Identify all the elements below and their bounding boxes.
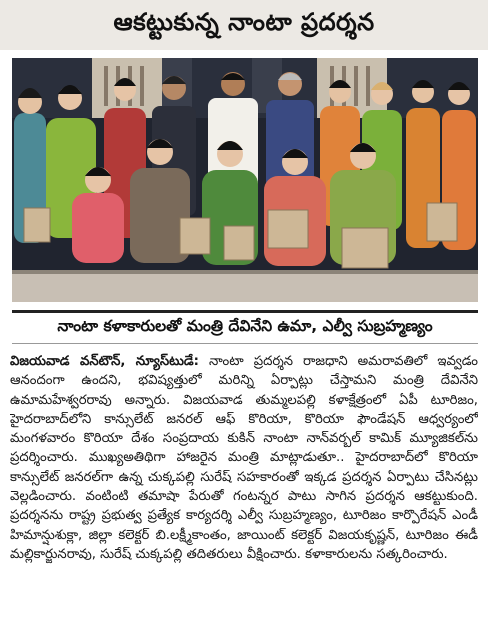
article-body xyxy=(10,352,478,624)
headline-banner xyxy=(0,0,488,50)
headline: ఆకట్టుకున్న నాంటా ప్రదర్శన xyxy=(113,8,375,36)
news-photo xyxy=(12,58,478,302)
photo-caption-bar xyxy=(12,310,478,344)
photo-caption: నాంటా కళాకారులతో మంత్రి దేవినేని ఉమా, ఎల్వీ సుబ్రహ్మణ్యం xyxy=(57,317,433,335)
article-text: నాంటా ప్రదర్శన రాజధాని అమరావతిలో ఇవ్వడం ఆనందంగా ఉందని, భవిష్యత్తులో మరిన్ని ఏర్పాట్లు చేస్తామని మంత్రి దేవినేని ఉమామహేశ్వరరావు అన్నారు. విజయవాడ తుమ్మలపల్లి కళాక్షేత్రంలో ఏపీ టూరిజం, హైదరాబాద్‌లోని కాన్సులేట్ జనరల్ ఆఫ్ కొరియా, కొరియా ఫౌండేషన్ ఆధ్వర్యంలో మంగళవారం కొరియా దేశం సంప్రదాయ కుకిన్ నాంటా నాన్‌వర్బల్ కామిక్ మ్యూజికల్‌ను ప్రదర్శించారు. ముఖ్యఅతిథిగా హాజరైన మంత్రి మాట్లాడుతూ.. హైదరాబాద్‌లో కొరియా కాన్సులేట్ జనరల్‌గా ఉన్న చుక్కపల్లి సురేష్ సహకారంతో ఇక్కడ ప్రదర్శన ఏర్పాటు చేసినట్లు వెల్లడించారు. వంటింటి తమాషా పేరుతో గంటన్నర పాటు సాగిన ప్రదర్శన ఆకట్టుకుంది. ప్రదర్శనను రాష్ట్ర ప్రభుత్వ ప్రత్యేక కార్యదర్శి ఎల్వీ సుబ్రహ్మణ్యం, టూరిజం కార్పొరేషన్ ఎండీ హిమాన్షుశుక్లా, జిల్లా కలెక్టర్ బి.లక్ష్మీకాంతం, జాయింట్ కలెక్టర్ విజయకృష్ణన్, టూరిజం ఈడీ మల్లికార్జునరావు, సురేష్ చుక్కపల్లి తదితరులు వీక్షించారు. కళాకారులను సత్కరించారు. xyxy=(10,354,478,562)
article-dateline: విజయవాడ వన్‌టౌన్, న్యూస్‌టుడే: xyxy=(10,354,199,369)
